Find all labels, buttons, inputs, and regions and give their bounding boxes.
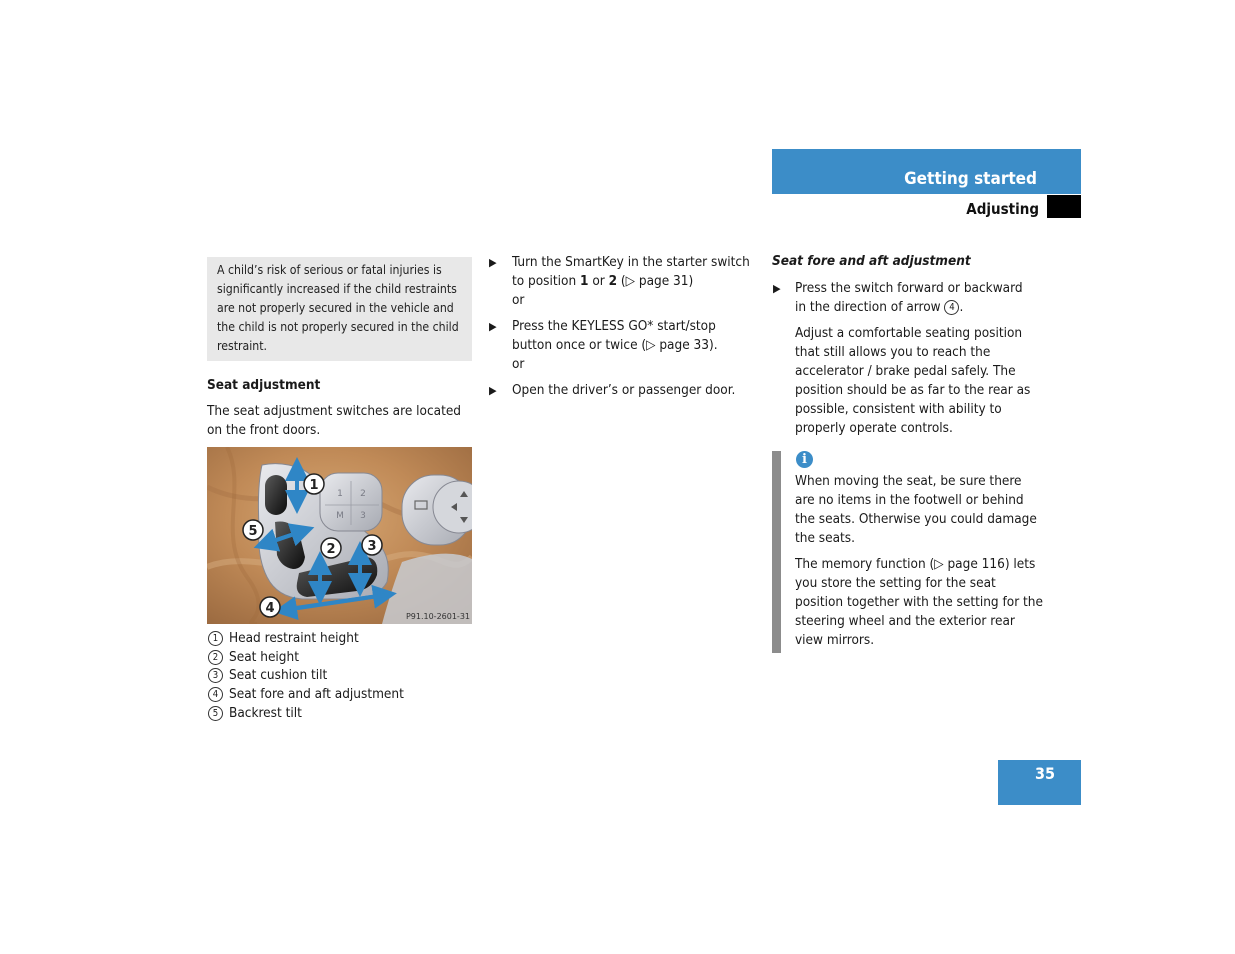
info-icon: i	[796, 451, 813, 468]
callout-5: 5	[248, 524, 258, 539]
figure-code: P91.10-2601-31	[405, 612, 470, 621]
info-note-text-2: The memory function (▷ page 116) lets you store the setting for the seat position together with the setting for the steering wheel and the exterior rear view mirrors.	[795, 556, 1043, 648]
info-note-bar	[772, 451, 781, 653]
seat-adjustment-intro: The seat adjustment switches are located on the front doors.	[207, 403, 462, 438]
step-smartkey: Turn the SmartKey in the starter switch to position 1 or 2 (▷ page 31) or	[512, 254, 750, 308]
page-number: 35	[1034, 764, 1055, 783]
bullet-arrow-icon: ▶	[489, 256, 497, 269]
legend-item: 4 Seat fore and aft adjustment	[208, 685, 404, 704]
bullet-arrow-icon: ▶	[489, 384, 497, 397]
section-tab-marker	[1047, 195, 1081, 218]
seat-switch-figure	[207, 447, 472, 624]
memory-button-m: M	[336, 511, 344, 521]
step-press-switch: Press the switch forward or backward in the direction of arrow 4 .	[795, 280, 1023, 315]
seat-adjustment-heading: Seat adjustment	[207, 377, 321, 393]
bullet-arrow-icon: ▶	[489, 320, 497, 333]
legend-item: 1 Head restraint height	[208, 629, 359, 648]
step-keyless-go: Press the KEYLESS GO* start/stop button once or twice (▷ page 33). or	[512, 318, 718, 372]
memory-button-3: 3	[360, 511, 366, 521]
callout-1: 1	[309, 478, 319, 493]
info-note-text-1: When moving the seat, be sure there are no items in the footwell or behind the seats. Otherwise you could damage the seats.	[795, 473, 1037, 546]
legend-item: 2 Seat height	[208, 648, 299, 667]
legend-item: 3 Seat cushion tilt	[208, 666, 327, 685]
fore-aft-heading: Seat fore and aft adjustment	[772, 253, 971, 269]
callout-4: 4	[265, 601, 275, 616]
section-title: Getting started	[904, 169, 1037, 189]
subsection-title: Adjusting	[966, 200, 1039, 218]
memory-button-2: 2	[360, 489, 366, 499]
bullet-arrow-icon: ▶	[773, 282, 781, 295]
callout-2: 2	[326, 542, 336, 557]
step-open-door: Open the driver’s or passenger door.	[512, 382, 736, 398]
memory-button-1: 1	[337, 489, 343, 499]
seating-position-paragraph: Adjust a comfortable seating position that still allows you to reach the accelerator / brake pedal safely. The position should be as far to the rear as possible, consistent with ability to properly operate controls.	[795, 325, 1031, 436]
warning-text: A child’s risk of serious or fatal injuries is significantly increased if the child restraints are not properly secured in the vehicle and the child is not properly secured in the child restraint.	[217, 263, 459, 353]
legend-item: 5 Backrest tilt	[208, 704, 302, 723]
callout-3: 3	[367, 539, 377, 554]
